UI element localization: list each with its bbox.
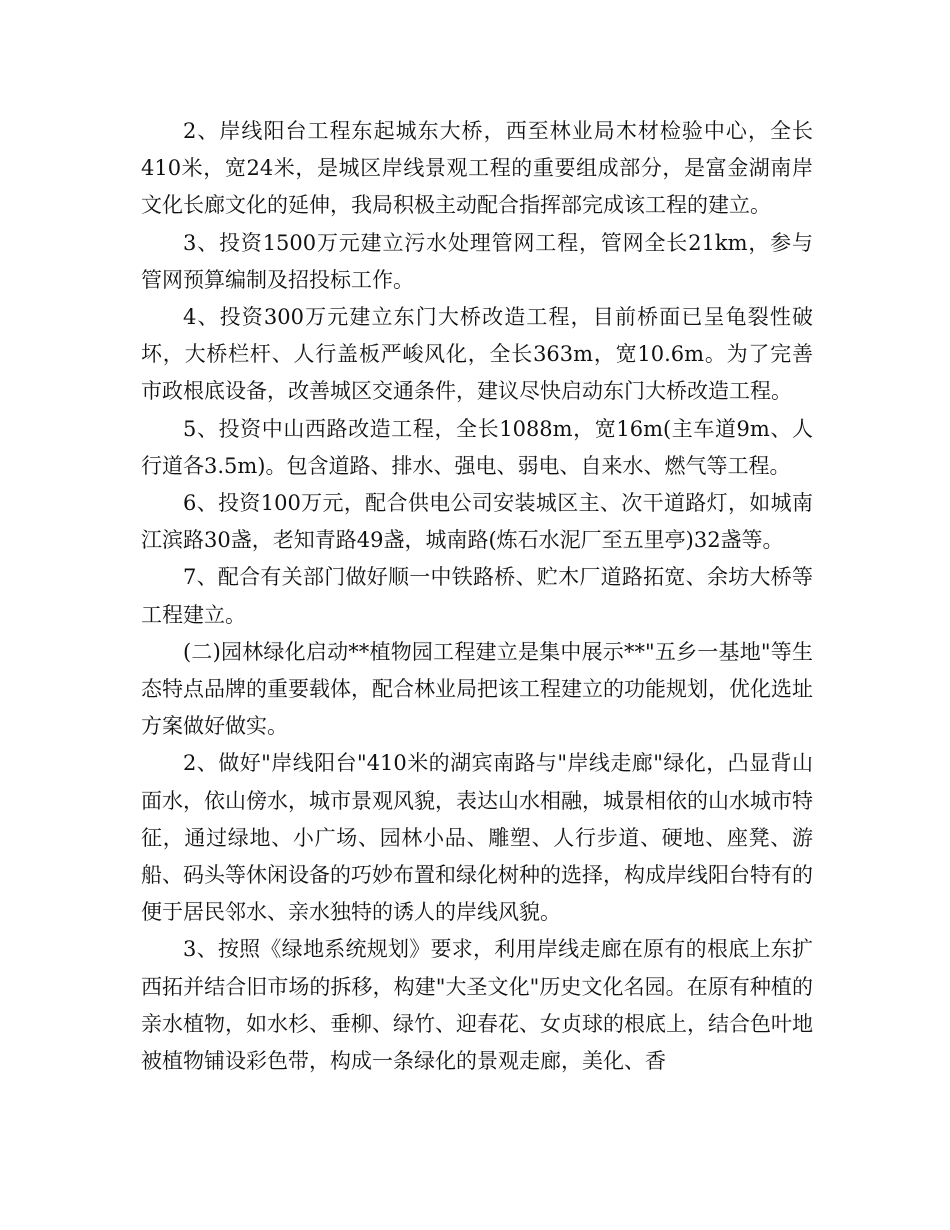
- paragraph-embankment-greening: 2、做好"岸线阳台"410米的湖宾南路与"岸线走廊"绿化，凸显背山面水，依山傍水，城市景观风貌，表达山水相融，城景相依的山水城市特征，通过绿地、小广场、园林小品、雕塑、人行步道、硬地、座凳、游船、码头等休闲设备的巧妙布置和绿化树种的选择，构成岸线阳台特有的便于居民邻水、亲水独特的诱人的岸线风貌。: [141, 751, 813, 925]
- paragraph-embankment-balcony: 2、岸线阳台工程东起城东大桥，西至林业局木材检验中心，全长410米，宽24米，是城区岸线景观工程的重要组成部分，是富金湖南岸文化长廊文化的延伸，我局积极主动配合指挥部完成该工程的建立。: [141, 119, 813, 218]
- paragraph-green-system-plan: 3、按照《绿地系统规划》要求，利用岸线走廊在原有的根底上东扩西拓并结合旧市场的拆移，构建"大圣文化"历史文化名园。在原有种植的亲水植物，如水杉、垂柳、绿竹、迎春花、女贞球的根底上，结合色叶地被植物铺设彩色带，构成一条绿化的景观走廊，美化、香: [141, 937, 813, 1074]
- paragraph-sewage-network: 3、投资1500万元建立污水处理管网工程，管网全长21km，参与管网预算编制及招投标工作。: [141, 230, 813, 292]
- paragraph-street-lights: 6、投资100万元，配合供电公司安装城区主、次干道路灯，如城南江滨路30盏，老知青路49盏，城南路(炼石水泥厂至五里亭)32盏等。: [141, 491, 813, 553]
- paragraph-zhongshan-road: 5、投资中山西路改造工程，全长1088m，宽16m(主车道9m、人行道各3.5m)。包含道路、排水、强电、弱电、自来水、燃气等工程。: [141, 416, 813, 478]
- paragraph-cooperation-projects: 7、配合有关部门做好顺一中铁路桥、贮木厂道路拓宽、余坊大桥等工程建立。: [141, 565, 813, 627]
- paragraph-landscaping-botanical-garden: (二)园林绿化启动**植物园工程建立是集中展示**"五乡一基地"等生态特点品牌的重要载体，配合林业局把该工程建立的功能规划，优化选址方案做好做实。: [141, 639, 813, 739]
- document-body: [141, 113, 813, 1080]
- paragraph-dongmen-bridge: 4、投资300万元建立东门大桥改造工程，目前桥面已呈龟裂性破坏，大桥栏杆、人行盖板严峻风化，全长363m，宽10.6m。为了完善市政根底设备，改善城区交通条件，建议尽快启动东门大桥改造工程。: [141, 305, 813, 404]
